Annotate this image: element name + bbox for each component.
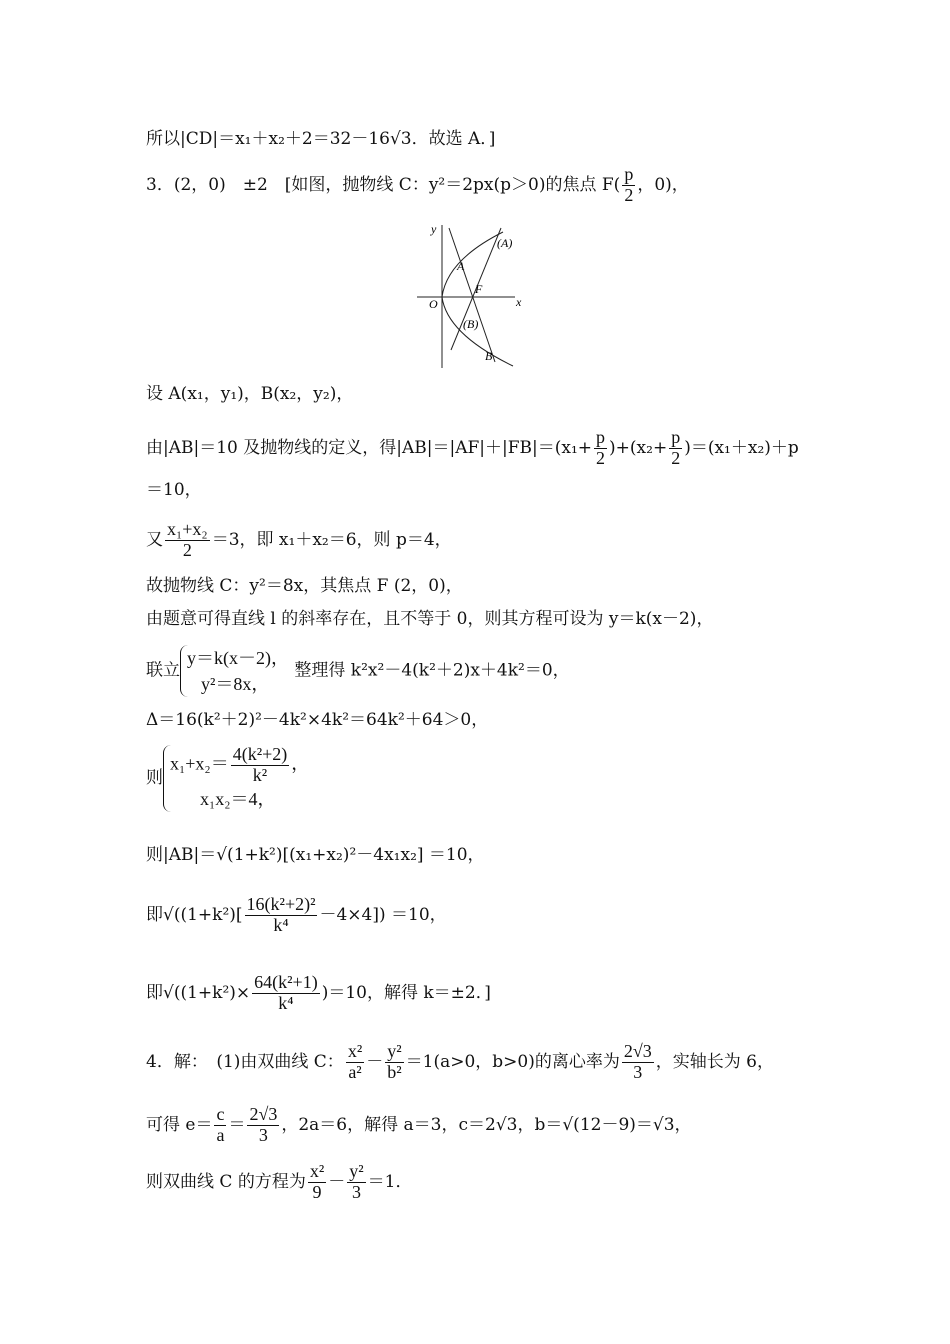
label-b: B: [485, 349, 493, 363]
text-line-13: [146, 895, 447, 936]
text-line-4: [146, 428, 799, 469]
fraction-sum-over-2: $\frac{\text{x₁+x₂}}{2}$: [167, 519, 208, 560]
fraction-x2-a2: $\frac{\text{x²}}{\text{a²}}$: [347, 1041, 363, 1082]
fraction-p-over-2: $\frac{p}{2}$: [596, 427, 606, 468]
text-line-2: [146, 165, 689, 206]
fraction-64: $\frac{\text{64(k²+1)}}{\text{k⁴}}$: [254, 972, 318, 1013]
fraction-2root3-3: $\frac{2√3}{3}$: [249, 1104, 278, 1145]
text-segment: 联立: [146, 660, 180, 681]
text-segment: －4×4]) ＝10，: [319, 904, 447, 925]
text-segment: ，0)，: [637, 174, 689, 195]
text-line-17: 则双曲线 C 的方程为 $\frac{\text{x²}}{9}$ － $\frac{\text{y²}}{3}$ ＝1．: [146, 1161, 413, 1202]
text-segment: )＝10，解得 k＝±2．]: [321, 982, 491, 1003]
vieta-system: x₁+x₂＝ $\frac{\text{4(k²+2)}}{\text{k²}}$ ， x₁x₂＝4，: [163, 745, 309, 812]
text-line-16: 可得 e＝ $\frac{c}{a}$ ＝ $\frac{2√3}{3}$ ，2a＝6，解得 a＝3，c＝2√3，b＝√(12－9)＝√3，: [146, 1104, 692, 1145]
text-line-9: [146, 645, 570, 697]
text-segment: ，实轴长为 6，: [655, 1051, 774, 1072]
text-segment: ，2a＝6，解得 a＝3，c＝2√3，b＝√(12－9)＝√3，: [281, 1114, 692, 1135]
text-line-6: [146, 520, 452, 561]
text-segment: ＝3，即 x₁＋x₂＝6，则 p＝4，: [211, 529, 452, 550]
fraction-16: $\frac{\text{16(k²+2)²}}{\text{k⁴}}$: [246, 894, 316, 935]
text-line-5: ＝10，: [146, 480, 202, 500]
label-x: x: [516, 295, 522, 309]
text-segment: 由|AB|＝10 及抛物线的定义，得|AB|＝|AF|＋|FB|＝(x₁+: [146, 437, 593, 458]
text-line-7: 故抛物线 C：y²＝8x，其焦点 F (2，0)，: [146, 576, 463, 596]
label-origin: O: [429, 297, 438, 311]
text-line-12: 则|AB|＝√(1+k²)[(x₁+x₂)²－4x₁x₂] ＝10，: [146, 845, 485, 865]
text-segment: )＝(x₁＋x₂)＋p: [684, 437, 799, 458]
fraction-c-a: $\frac{c}{a}$: [216, 1104, 225, 1145]
fraction-x2-9: $\frac{\text{x²}}{9}$: [309, 1161, 325, 1202]
parabola-lower: [442, 297, 513, 366]
text-segment: 3．(2，0) ±2 [如图，抛物线 C：y²＝2px(p＞0)的焦点 F(: [146, 174, 621, 195]
text-segment: 即√((1+k²)[: [146, 904, 243, 925]
parabola-figure: [415, 220, 530, 370]
parabola-upper: [442, 232, 503, 297]
text-segment: 可得 e＝: [146, 1114, 213, 1135]
text-segment: 又: [146, 529, 163, 550]
text-segment: 4．解： (1)由双曲线 C：: [146, 1051, 344, 1072]
text-line-3: 设 A(x₁，y₁)，B(x₂，y₂)，: [146, 384, 354, 404]
label-y: y: [431, 222, 437, 236]
text-line-10: Δ＝16(k²＋2)²－4k²×4k²＝64k²＋64＞0，: [146, 710, 489, 730]
text-line-15: 4．解： (1)由双曲线 C： $\frac{\text{x²}}{\text{a²}}$ － $\frac{\text{y²}}{\text{b²}}$ ＝1(a>0，b>0)的离心率为 $\frac{2√3}{3}$ ，实轴长为 6，: [146, 1041, 774, 1082]
fraction-y2-3: $\frac{\text{y²}}{3}$: [349, 1161, 364, 1202]
text-line-14: [146, 973, 491, 1014]
text-line-11: [146, 745, 309, 812]
equation-system: y＝k(x－2)， y²＝8x，: [180, 645, 289, 697]
fraction-p-over-2: $\frac{p}{2}$: [671, 427, 681, 468]
label-paren-b: (B): [463, 317, 479, 331]
text-segment: 则: [146, 767, 163, 788]
fraction-eccentricity: $\frac{2√3}{3}$: [623, 1041, 652, 1082]
fraction-y2-b2: $\frac{\text{y²}}{\text{b²}}$: [387, 1041, 402, 1082]
label-f: F: [475, 282, 483, 296]
fraction-vieta: $\frac{\text{4(k²+2)}}{\text{k²}}$: [232, 744, 288, 785]
text-segment: ＝1．: [367, 1171, 413, 1192]
line-through-focus-2: [449, 228, 495, 362]
label-paren-a: (A): [497, 236, 513, 250]
fraction-p-over-2: $\frac{p}{2}$: [624, 164, 634, 205]
text-segment: 整理得 k²x²－4(k²＋2)x＋4k²＝0，: [294, 660, 570, 681]
text-segment: )+(x₂+: [609, 437, 668, 458]
text-line-8: 由题意可得直线 l 的斜率存在，且不等于 0，则其方程可设为 y＝k(x－2)，: [146, 609, 714, 629]
label-a: A: [457, 259, 465, 273]
text-segment: 则双曲线 C 的方程为: [146, 1171, 306, 1192]
text-line-1: 所以|CD|＝x₁＋x₂＋2＝32－16√3．故选 A．]: [146, 129, 496, 149]
text-segment: ＝1(a>0，b>0)的离心率为: [405, 1051, 620, 1072]
text-segment: 即√((1+k²)×: [146, 982, 251, 1003]
